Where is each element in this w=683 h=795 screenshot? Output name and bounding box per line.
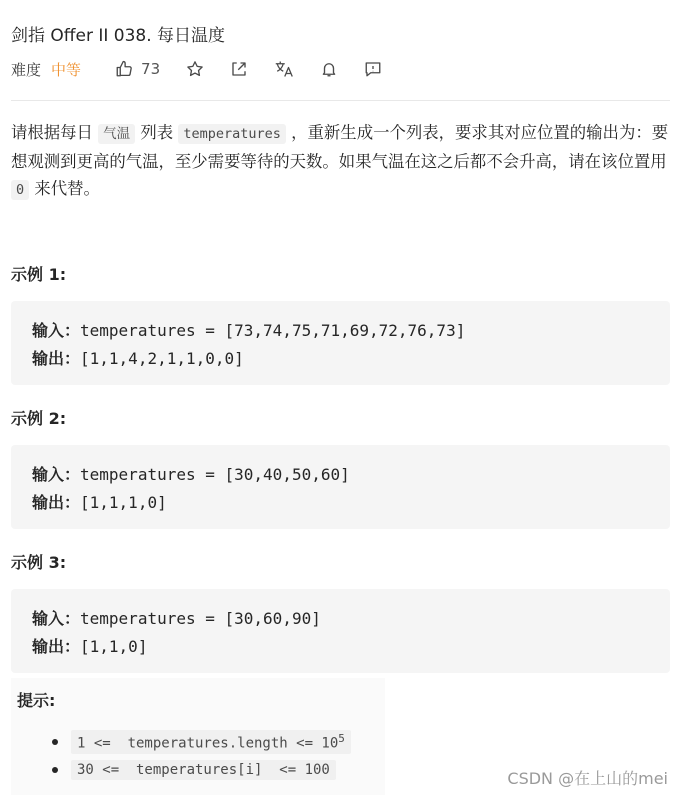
bell-icon	[320, 60, 338, 78]
example-1-title: 示例 1:	[11, 265, 67, 284]
watermark: CSDN @在上山的mei	[507, 769, 668, 788]
feedback-icon	[364, 60, 382, 78]
problem-meta-bar	[11, 57, 382, 81]
input-label: 输入：	[32, 465, 81, 484]
hints-title: 提示:	[17, 691, 56, 710]
example-3-block	[11, 589, 670, 673]
example-output: [1,1,1,0]	[80, 493, 167, 512]
output-label: 输出：	[32, 493, 81, 512]
inline-code: 气温	[98, 124, 135, 144]
example-input: temperatures = [73,74,75,71,69,72,76,73]	[80, 321, 466, 340]
input-label: 输入：	[32, 321, 81, 340]
inline-code: temperatures	[178, 124, 286, 144]
example-input: temperatures = [30,60,90]	[80, 609, 321, 628]
share-icon	[230, 60, 248, 78]
hint-text: 1 <= temperatures.length <= 10	[77, 735, 339, 752]
thumbs-up-icon	[115, 60, 133, 78]
desc-text: 来代替。	[29, 179, 100, 198]
problem-description	[11, 119, 671, 204]
example-output: [1,1,0]	[80, 637, 148, 656]
difficulty-label: 难度	[11, 60, 42, 79]
example-output: [1,1,4,2,1,1,0,0]	[80, 349, 244, 368]
example-2-block	[11, 445, 670, 529]
inline-code: 0	[11, 180, 29, 200]
hint-code	[71, 730, 351, 754]
header-divider	[11, 100, 670, 101]
example-1-block	[11, 301, 670, 385]
translate-button[interactable]	[274, 60, 294, 78]
hint-item	[52, 756, 351, 784]
like-count: 73	[141, 60, 161, 78]
desc-text: 列表	[135, 123, 179, 142]
feedback-button[interactable]	[364, 60, 382, 78]
desc-text: ，重新生成一个列表，要求其对应位置的输出为：要想观测到更高的气温，至少需要等待的天数。如果气温在这之后都不会升高，请在该位置用	[11, 123, 669, 171]
hints-list	[52, 728, 351, 784]
notify-button[interactable]	[320, 60, 338, 78]
problem-title: 剑指 Offer II 038. 每日温度	[11, 26, 226, 46]
example-3-title: 示例 3:	[11, 553, 67, 572]
example-input: temperatures = [30,40,50,60]	[80, 465, 350, 484]
difficulty-value: 中等	[51, 60, 82, 79]
like-button[interactable]	[115, 60, 160, 78]
hint-item	[52, 728, 351, 756]
hint-exponent: 5	[338, 732, 345, 746]
output-label: 输出：	[32, 637, 81, 656]
star-icon	[186, 60, 204, 78]
share-button[interactable]	[230, 60, 248, 78]
example-2-title: 示例 2:	[11, 409, 67, 428]
output-label: 输出：	[32, 349, 81, 368]
hint-code: 30 <= temperatures[i] <= 100	[71, 760, 336, 780]
desc-text: 请根据每日	[11, 123, 99, 142]
input-label: 输入：	[32, 609, 81, 628]
star-button[interactable]	[186, 60, 204, 78]
translate-icon	[274, 60, 294, 78]
